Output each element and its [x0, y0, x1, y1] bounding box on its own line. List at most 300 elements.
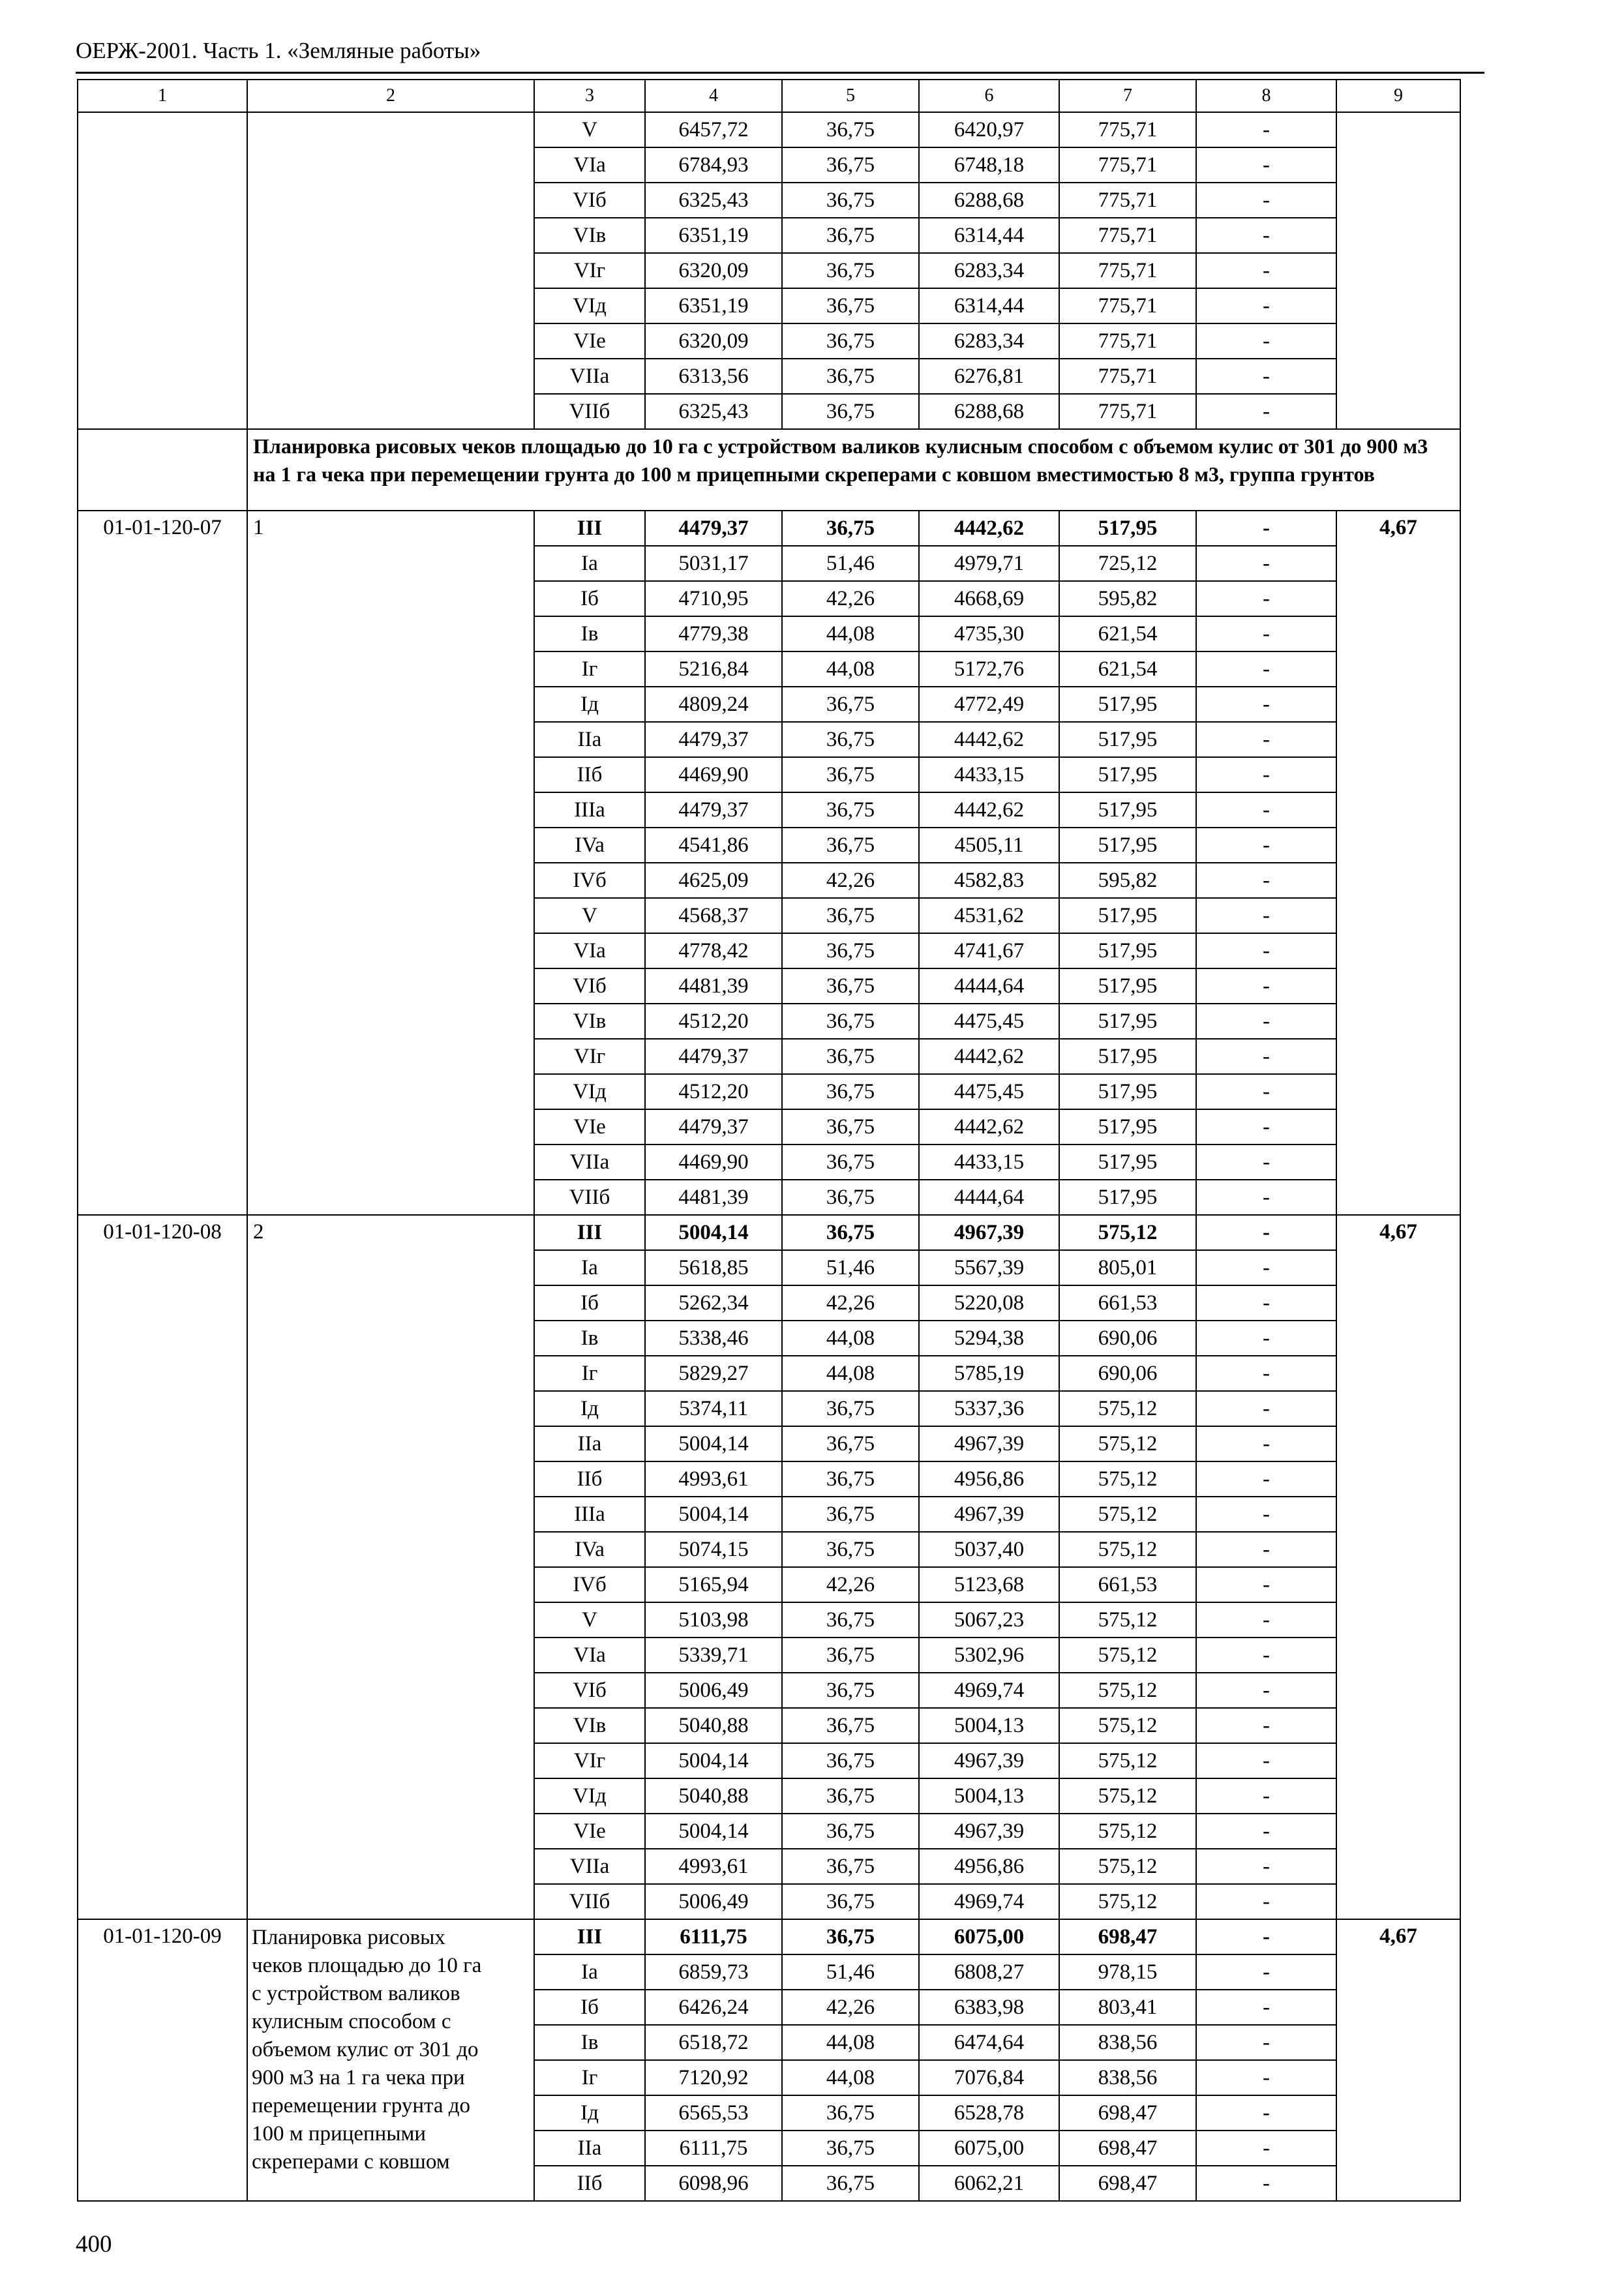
wages-cell: 36,75 [782, 828, 919, 863]
soil-group-cell: IVб [534, 1567, 645, 1602]
column-number: 8 [1196, 80, 1336, 112]
materials-cell: - [1196, 323, 1336, 359]
machine-cost-cell: 4442,62 [919, 792, 1059, 828]
materials-cell: - [1196, 1743, 1336, 1778]
wages-cell: 36,75 [782, 757, 919, 792]
table-row [78, 1919, 1460, 1954]
wages-cell: 36,75 [782, 112, 919, 147]
wages-cell: 51,46 [782, 546, 919, 581]
total-cost-cell: 6320,09 [645, 253, 782, 288]
total-cost-cell: 5031,17 [645, 546, 782, 581]
wages-cell: 42,26 [782, 1285, 919, 1321]
total-cost-cell: 5040,88 [645, 1778, 782, 1814]
soil-group-cell: III [534, 1919, 645, 1954]
soil-group-cell: VIв [534, 218, 645, 253]
code-cell: 01-01-120-08 [78, 1215, 247, 1919]
machinist-wages-cell: 575,12 [1059, 1849, 1196, 1884]
table-row [78, 511, 1460, 546]
materials-cell: - [1196, 1180, 1336, 1215]
group-heading: Планировка рисовых чеков площадью до 10 га с устройством валиков кулисным способом с объемом кулис от 301 до 900 м3 на 1 га чека при перемещении грунта до 100 м прицепными скреперами с ковшом вместимостью 8 м3, группа грунтов [247, 429, 1460, 511]
materials-cell: - [1196, 2095, 1336, 2131]
machine-cost-cell: 6075,00 [919, 1919, 1059, 1954]
machine-cost-cell: 4668,69 [919, 581, 1059, 616]
machine-cost-cell: 6062,21 [919, 2166, 1059, 2201]
soil-group-cell: IIIa [534, 1497, 645, 1532]
column-number: 4 [645, 80, 782, 112]
total-cost-cell: 5004,14 [645, 1426, 782, 1461]
soil-group-cell: Iг [534, 1356, 645, 1391]
page-number: 400 [76, 2231, 112, 2258]
total-cost-cell: 6457,72 [645, 112, 782, 147]
materials-cell: - [1196, 183, 1336, 218]
machinist-wages-cell: 595,82 [1059, 863, 1196, 898]
wages-cell: 36,75 [782, 1426, 919, 1461]
wages-cell: 44,08 [782, 2025, 919, 2060]
col9-cell: 4,67 [1336, 511, 1460, 1215]
total-cost-cell: 6351,19 [645, 288, 782, 323]
materials-cell: - [1196, 1497, 1336, 1532]
wages-cell: 42,26 [782, 581, 919, 616]
machinist-wages-cell: 575,12 [1059, 1778, 1196, 1814]
total-cost-cell: 6426,24 [645, 1990, 782, 2025]
total-cost-cell: 5829,27 [645, 1356, 782, 1391]
wages-cell: 44,08 [782, 2060, 919, 2095]
materials-cell: - [1196, 933, 1336, 968]
name-line: 900 м3 на 1 га чека при [252, 2066, 465, 2089]
total-cost-cell: 6313,56 [645, 359, 782, 394]
total-cost-cell: 5004,14 [645, 1743, 782, 1778]
materials-cell: - [1196, 1250, 1336, 1285]
total-cost-cell: 4479,37 [645, 1039, 782, 1074]
total-cost-cell: 5040,88 [645, 1708, 782, 1743]
wages-cell: 36,75 [782, 1391, 919, 1426]
machine-cost-cell: 6314,44 [919, 288, 1059, 323]
soil-group-cell: VIд [534, 1778, 645, 1814]
materials-cell: - [1196, 898, 1336, 933]
machine-cost-cell: 6528,78 [919, 2095, 1059, 2131]
materials-cell: - [1196, 2131, 1336, 2166]
soil-group-cell: Iб [534, 1990, 645, 2025]
soil-group-cell: VIв [534, 1004, 645, 1039]
materials-cell: - [1196, 1074, 1336, 1109]
soil-group-cell: Iв [534, 1321, 645, 1356]
materials-cell: - [1196, 722, 1336, 757]
machinist-wages-cell: 517,95 [1059, 511, 1196, 546]
machinist-wages-cell: 775,71 [1059, 288, 1196, 323]
materials-cell: - [1196, 288, 1336, 323]
wages-cell: 36,75 [782, 1039, 919, 1074]
soil-group-cell: IIIa [534, 792, 645, 828]
soil-group-cell: VIг [534, 253, 645, 288]
wages-cell: 36,75 [782, 1849, 919, 1884]
materials-cell: - [1196, 863, 1336, 898]
total-cost-cell: 4479,37 [645, 511, 782, 546]
materials-cell: - [1196, 1004, 1336, 1039]
total-cost-cell: 4512,20 [645, 1074, 782, 1109]
materials-cell: - [1196, 1039, 1336, 1074]
machinist-wages-cell: 775,71 [1059, 183, 1196, 218]
machine-cost-cell: 6276,81 [919, 359, 1059, 394]
machine-cost-cell: 4967,39 [919, 1426, 1059, 1461]
machinist-wages-cell: 517,95 [1059, 828, 1196, 863]
machine-cost-cell: 4444,64 [919, 1180, 1059, 1215]
materials-cell: - [1196, 1673, 1336, 1708]
soil-group-cell: VIIб [534, 1884, 645, 1919]
col9-cell [1336, 112, 1460, 429]
total-cost-cell: 4481,39 [645, 968, 782, 1004]
soil-group-cell: VIг [534, 1743, 645, 1778]
wages-cell: 36,75 [782, 968, 919, 1004]
machinist-wages-cell: 517,95 [1059, 792, 1196, 828]
wages-cell: 36,75 [782, 1461, 919, 1497]
total-cost-cell: 5006,49 [645, 1673, 782, 1708]
materials-cell: - [1196, 1602, 1336, 1638]
total-cost-cell: 4481,39 [645, 1180, 782, 1215]
soil-group-cell: Iв [534, 2025, 645, 2060]
wages-cell: 36,75 [782, 1497, 919, 1532]
wages-cell: 36,75 [782, 1673, 919, 1708]
name-cell [247, 1919, 534, 2201]
soil-group-cell: III [534, 511, 645, 546]
wages-cell: 36,75 [782, 1638, 919, 1673]
name-line: Планировка рисовых [252, 1926, 445, 1949]
code-cell [78, 429, 247, 511]
wages-cell: 36,75 [782, 1743, 919, 1778]
machinist-wages-cell: 805,01 [1059, 1250, 1196, 1285]
soil-group-cell: VIг [534, 1039, 645, 1074]
wages-cell: 36,75 [782, 1708, 919, 1743]
materials-cell: - [1196, 1990, 1336, 2025]
materials-cell: - [1196, 828, 1336, 863]
column-number: 3 [534, 80, 645, 112]
machine-cost-cell: 4735,30 [919, 616, 1059, 651]
total-cost-cell: 4479,37 [645, 722, 782, 757]
total-cost-cell: 5339,71 [645, 1638, 782, 1673]
page-header: ОЕРЖ-2001. Часть 1. «Земляные работы» [76, 38, 481, 63]
soil-group-cell: VIв [534, 1708, 645, 1743]
materials-cell: - [1196, 147, 1336, 183]
machinist-wages-cell: 517,95 [1059, 968, 1196, 1004]
materials-cell: - [1196, 1321, 1336, 1356]
machinist-wages-cell: 575,12 [1059, 1708, 1196, 1743]
machine-cost-cell: 4741,67 [919, 933, 1059, 968]
machinist-wages-cell: 575,12 [1059, 1743, 1196, 1778]
column-number: 2 [247, 80, 534, 112]
machinist-wages-cell: 517,95 [1059, 722, 1196, 757]
wages-cell: 36,75 [782, 1180, 919, 1215]
soil-group-cell: VIIa [534, 1849, 645, 1884]
machinist-wages-cell: 517,95 [1059, 757, 1196, 792]
materials-cell: - [1196, 651, 1336, 687]
machine-cost-cell: 4442,62 [919, 722, 1059, 757]
machinist-wages-cell: 575,12 [1059, 1426, 1196, 1461]
machine-cost-cell: 6075,00 [919, 2131, 1059, 2166]
rates-table [77, 79, 1461, 2202]
machinist-wages-cell: 661,53 [1059, 1285, 1196, 1321]
machinist-wages-cell: 978,15 [1059, 1954, 1196, 1990]
machinist-wages-cell: 575,12 [1059, 1673, 1196, 1708]
machine-cost-cell: 7076,84 [919, 2060, 1059, 2095]
machinist-wages-cell: 690,06 [1059, 1321, 1196, 1356]
machinist-wages-cell: 517,95 [1059, 687, 1196, 722]
wages-cell: 36,75 [782, 1532, 919, 1567]
machine-cost-cell: 6420,97 [919, 112, 1059, 147]
soil-group-cell: VIе [534, 1109, 645, 1144]
total-cost-cell: 5338,46 [645, 1321, 782, 1356]
machine-cost-cell: 4969,74 [919, 1673, 1059, 1708]
wages-cell: 36,75 [782, 1004, 919, 1039]
materials-cell: - [1196, 1144, 1336, 1180]
wages-cell: 42,26 [782, 1990, 919, 2025]
machinist-wages-cell: 775,71 [1059, 394, 1196, 429]
wages-cell: 36,75 [782, 1602, 919, 1638]
wages-cell: 36,75 [782, 253, 919, 288]
machinist-wages-cell: 517,95 [1059, 1109, 1196, 1144]
machine-cost-cell: 4505,11 [919, 828, 1059, 863]
wages-cell: 44,08 [782, 651, 919, 687]
soil-group-cell: Iб [534, 581, 645, 616]
wages-cell: 36,75 [782, 218, 919, 253]
total-cost-cell: 6565,53 [645, 2095, 782, 2131]
machine-cost-cell: 4444,64 [919, 968, 1059, 1004]
soil-group-cell: IVa [534, 828, 645, 863]
soil-group-cell: IIб [534, 1461, 645, 1497]
machine-cost-cell: 6288,68 [919, 394, 1059, 429]
wages-cell: 36,75 [782, 359, 919, 394]
materials-cell: - [1196, 1391, 1336, 1426]
machinist-wages-cell: 575,12 [1059, 1461, 1196, 1497]
machinist-wages-cell: 517,95 [1059, 1074, 1196, 1109]
soil-group-cell: IIб [534, 757, 645, 792]
code-cell: 01-01-120-07 [78, 511, 247, 1215]
total-cost-cell: 4779,38 [645, 616, 782, 651]
soil-group-cell: VIIб [534, 1180, 645, 1215]
total-cost-cell: 4512,20 [645, 1004, 782, 1039]
materials-cell: - [1196, 546, 1336, 581]
column-number: 6 [919, 80, 1059, 112]
wages-cell: 36,75 [782, 687, 919, 722]
total-cost-cell: 5618,85 [645, 1250, 782, 1285]
total-cost-cell: 4469,90 [645, 757, 782, 792]
total-cost-cell: 6320,09 [645, 323, 782, 359]
column-number: 7 [1059, 80, 1196, 112]
soil-group-cell: IIa [534, 2131, 645, 2166]
machinist-wages-cell: 803,41 [1059, 1990, 1196, 2025]
total-cost-cell: 6859,73 [645, 1954, 782, 1990]
machine-cost-cell: 4979,71 [919, 546, 1059, 581]
wages-cell: 36,75 [782, 1109, 919, 1144]
materials-cell: - [1196, 687, 1336, 722]
total-cost-cell: 5074,15 [645, 1532, 782, 1567]
soil-group-cell: Iб [534, 1285, 645, 1321]
soil-group-cell: IIa [534, 722, 645, 757]
soil-group-cell: VIIa [534, 359, 645, 394]
soil-group-cell: IVб [534, 863, 645, 898]
soil-group-cell: IIб [534, 2166, 645, 2201]
machine-cost-cell: 4967,39 [919, 1814, 1059, 1849]
materials-cell: - [1196, 359, 1336, 394]
machine-cost-cell: 6288,68 [919, 183, 1059, 218]
materials-cell: - [1196, 1708, 1336, 1743]
machinist-wages-cell: 575,12 [1059, 1814, 1196, 1849]
name-line: чеков площадью до 10 га [252, 1954, 482, 1977]
machine-cost-cell: 4433,15 [919, 757, 1059, 792]
wages-cell: 36,75 [782, 1919, 919, 1954]
wages-cell: 51,46 [782, 1954, 919, 1990]
soil-group-cell: IIa [534, 1426, 645, 1461]
machine-cost-cell: 5220,08 [919, 1285, 1059, 1321]
machine-cost-cell: 6383,98 [919, 1990, 1059, 2025]
wages-cell: 36,75 [782, 511, 919, 546]
machine-cost-cell: 6314,44 [919, 218, 1059, 253]
column-number: 1 [78, 80, 247, 112]
col9-cell: 4,67 [1336, 1919, 1460, 2201]
machinist-wages-cell: 775,71 [1059, 147, 1196, 183]
soil-group-cell: VIд [534, 288, 645, 323]
machinist-wages-cell: 575,12 [1059, 1884, 1196, 1919]
machinist-wages-cell: 575,12 [1059, 1532, 1196, 1567]
column-number: 9 [1336, 80, 1460, 112]
machine-cost-cell: 6474,64 [919, 2025, 1059, 2060]
materials-cell: - [1196, 511, 1336, 546]
machine-cost-cell: 5004,13 [919, 1778, 1059, 1814]
machinist-wages-cell: 690,06 [1059, 1356, 1196, 1391]
total-cost-cell: 4778,42 [645, 933, 782, 968]
wages-cell: 36,75 [782, 933, 919, 968]
wages-cell: 44,08 [782, 616, 919, 651]
machinist-wages-cell: 575,12 [1059, 1638, 1196, 1673]
name-line: перемещении грунта до [252, 2094, 471, 2117]
machine-cost-cell: 4442,62 [919, 1039, 1059, 1074]
total-cost-cell: 6325,43 [645, 183, 782, 218]
column-number: 5 [782, 80, 919, 112]
materials-cell: - [1196, 253, 1336, 288]
machinist-wages-cell: 595,82 [1059, 581, 1196, 616]
wages-cell: 44,08 [782, 1321, 919, 1356]
machine-cost-cell: 4531,62 [919, 898, 1059, 933]
wages-cell: 36,75 [782, 2166, 919, 2201]
machine-cost-cell: 4772,49 [919, 687, 1059, 722]
materials-cell: - [1196, 1919, 1336, 1954]
total-cost-cell: 7120,92 [645, 2060, 782, 2095]
wages-cell: 42,26 [782, 863, 919, 898]
name-line: 100 м прицепными [252, 2122, 427, 2146]
machinist-wages-cell: 517,95 [1059, 898, 1196, 933]
name-line: кулисным способом с [252, 2010, 451, 2033]
wages-cell: 36,75 [782, 288, 919, 323]
table-row [78, 112, 1460, 147]
machinist-wages-cell: 725,12 [1059, 546, 1196, 581]
soil-group-cell: V [534, 898, 645, 933]
materials-cell: - [1196, 757, 1336, 792]
soil-group-cell: VIе [534, 323, 645, 359]
soil-group-cell: Iд [534, 1391, 645, 1426]
machinist-wages-cell: 661,53 [1059, 1567, 1196, 1602]
total-cost-cell: 6518,72 [645, 2025, 782, 2060]
materials-cell: - [1196, 1109, 1336, 1144]
materials-cell: - [1196, 1285, 1336, 1321]
total-cost-cell: 4568,37 [645, 898, 782, 933]
wages-cell: 36,75 [782, 792, 919, 828]
wages-cell: 36,75 [782, 1778, 919, 1814]
total-cost-cell: 5216,84 [645, 651, 782, 687]
total-cost-cell: 5103,98 [645, 1602, 782, 1638]
total-cost-cell: 6325,43 [645, 394, 782, 429]
machinist-wages-cell: 575,12 [1059, 1497, 1196, 1532]
total-cost-cell: 4809,24 [645, 687, 782, 722]
soil-group-cell: IVa [534, 1532, 645, 1567]
wages-cell: 36,75 [782, 183, 919, 218]
machinist-wages-cell: 517,95 [1059, 1004, 1196, 1039]
wages-cell: 36,75 [782, 898, 919, 933]
total-cost-cell: 4479,37 [645, 792, 782, 828]
wages-cell: 36,75 [782, 2095, 919, 2131]
machine-cost-cell: 4442,62 [919, 511, 1059, 546]
wages-cell: 36,75 [782, 1074, 919, 1109]
materials-cell: - [1196, 1426, 1336, 1461]
soil-group-cell: Iг [534, 2060, 645, 2095]
table-row [78, 1215, 1460, 1250]
machinist-wages-cell: 698,47 [1059, 1919, 1196, 1954]
total-cost-cell: 4993,61 [645, 1849, 782, 1884]
machine-cost-cell: 5785,19 [919, 1356, 1059, 1391]
machine-cost-cell: 5037,40 [919, 1532, 1059, 1567]
machinist-wages-cell: 838,56 [1059, 2025, 1196, 2060]
soil-group-cell: Iг [534, 651, 645, 687]
wages-cell: 51,46 [782, 1250, 919, 1285]
wages-cell: 36,75 [782, 1814, 919, 1849]
machine-cost-cell: 5294,38 [919, 1321, 1059, 1356]
machine-cost-cell: 4475,45 [919, 1004, 1059, 1039]
machinist-wages-cell: 698,47 [1059, 2131, 1196, 2166]
machinist-wages-cell: 698,47 [1059, 2166, 1196, 2201]
materials-cell: - [1196, 1884, 1336, 1919]
soil-group-cell: III [534, 1215, 645, 1250]
materials-cell: - [1196, 218, 1336, 253]
wages-cell: 42,26 [782, 1567, 919, 1602]
soil-group-cell: Iд [534, 687, 645, 722]
materials-cell: - [1196, 1778, 1336, 1814]
materials-cell: - [1196, 1954, 1336, 1990]
wages-cell: 36,75 [782, 394, 919, 429]
soil-group-cell: VIб [534, 183, 645, 218]
materials-cell: - [1196, 1849, 1336, 1884]
name-cell: 2 [247, 1215, 534, 1919]
machinist-wages-cell: 575,12 [1059, 1602, 1196, 1638]
total-cost-cell: 5006,49 [645, 1884, 782, 1919]
machine-cost-cell: 6748,18 [919, 147, 1059, 183]
machine-cost-cell: 5123,68 [919, 1567, 1059, 1602]
soil-group-cell: Iд [534, 2095, 645, 2131]
machinist-wages-cell: 517,95 [1059, 933, 1196, 968]
machine-cost-cell: 4433,15 [919, 1144, 1059, 1180]
machine-cost-cell: 4475,45 [919, 1074, 1059, 1109]
machine-cost-cell: 6808,27 [919, 1954, 1059, 1990]
machine-cost-cell: 4956,86 [919, 1461, 1059, 1497]
machinist-wages-cell: 775,71 [1059, 253, 1196, 288]
machinist-wages-cell: 517,95 [1059, 1039, 1196, 1074]
machinist-wages-cell: 575,12 [1059, 1391, 1196, 1426]
total-cost-cell: 6784,93 [645, 147, 782, 183]
wages-cell: 36,75 [782, 1215, 919, 1250]
machine-cost-cell: 4969,74 [919, 1884, 1059, 1919]
materials-cell: - [1196, 1356, 1336, 1391]
machinist-wages-cell: 621,54 [1059, 616, 1196, 651]
soil-group-cell: VIд [534, 1074, 645, 1109]
machinist-wages-cell: 775,71 [1059, 112, 1196, 147]
materials-cell: - [1196, 2060, 1336, 2095]
machine-cost-cell: 5567,39 [919, 1250, 1059, 1285]
